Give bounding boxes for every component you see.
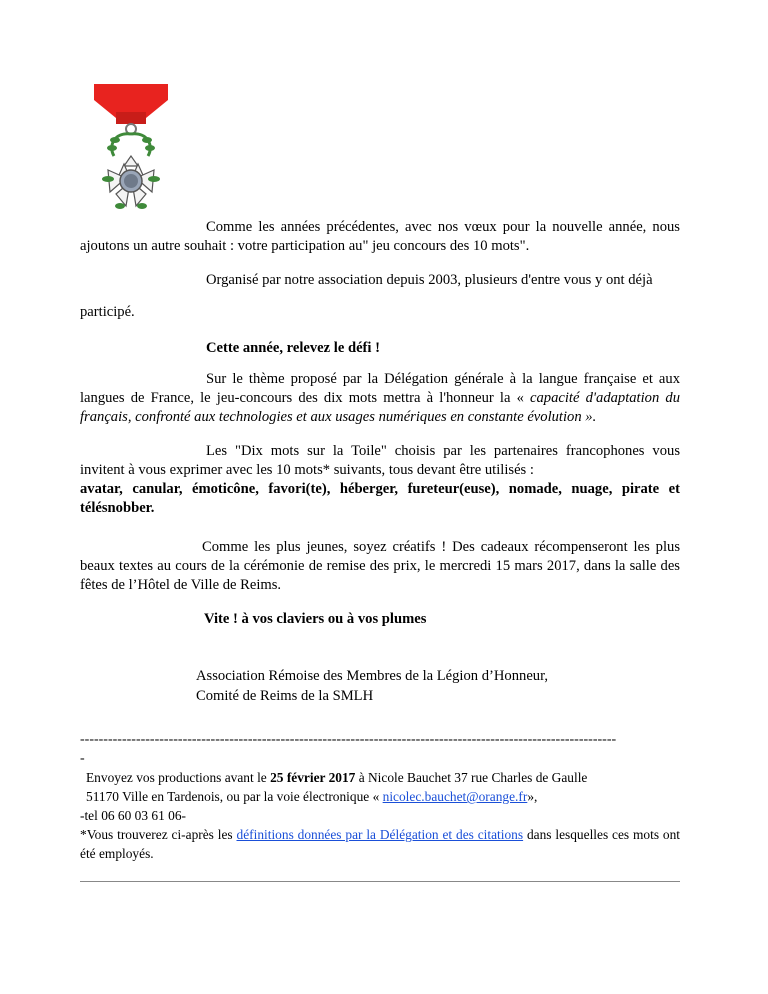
paragraph-organised: Organisé par notre association depuis 2003, plusieurs d'entre vous y ont déjà [206, 272, 653, 288]
contact-phone: -tel 06 60 03 61 06- [80, 808, 186, 823]
call-to-action: Vite ! à vos claviers ou à vos plumes [204, 611, 427, 627]
signature-association: Association Rémoise des Membres de la Légion d’Honneur, [196, 668, 549, 684]
paragraph-organised-end: participé. [80, 304, 135, 320]
email-link[interactable]: nicolec.bauchet@orange.fr [382, 789, 528, 804]
word-list: avatar, canular, émoticône, favori(te), héberger, fureteur(euse), nomade, nuage, pirate et télésnobber. [80, 481, 680, 516]
footnote: *Vous trouverez ci-après les définitions données par la Délégation et des citations dans lesquelles ces mots ont été employés. [80, 827, 681, 861]
contact-address: 51170 Ville en Tardenois, ou par la voie électronique « nicolec.bauchet@orange.fr», [86, 789, 538, 804]
paragraph-theme: Sur le thème proposé par la Délégation générale à la langue française et aux langues de France, le jeu-concours des dix mots mettra à l'honneur la « capacité d'adaptation du français, confronté aux technologies et aux usages numériques en constante évolution ». [80, 371, 680, 425]
dashed-separator: ------------------------------------------------------------------------------------------------------------------- - [80, 732, 617, 766]
signature-committee: Comité de Reims de la SMLH [196, 688, 374, 704]
paragraph-intro: Comme les années précédentes, avec nos vœux pour la nouvelle année, nous ajoutons un autre souhait : votre participation au" jeu concours des 10 mots". [80, 219, 680, 254]
paragraph-ten-words: Les "Dix mots sur la Toile" choisis par les partenaires francophones vous invitent à vous exprimer avec les 10 mots* suivants, tous devant être utilisés : avatar, canular, émoticône, favori(te), héberger, fureteur(euse), nomade, nuage, pirate et télésnobber. [80, 443, 680, 516]
horizontal-rule [80, 881, 680, 882]
definitions-link[interactable]: définitions données par la Délégation et des citations [236, 827, 524, 842]
contact-deadline: Envoyez vos productions avant le 25 février 2017 à Nicole Bauchet 37 rue Charles de Gaulle [86, 770, 588, 785]
paragraph-prizes: Comme les plus jeunes, soyez créatifs ! Des cadeaux récompenseront les plus beaux textes au cours de la cérémonie de remise des prix, le mercredi 15 mars 2017, dans la salle des fêtes de l’Hôtel de Ville de Reims. [80, 539, 680, 593]
challenge-heading: Cette année, relevez le défi ! [206, 340, 380, 356]
legion-of-honour-medal-icon [86, 82, 176, 214]
